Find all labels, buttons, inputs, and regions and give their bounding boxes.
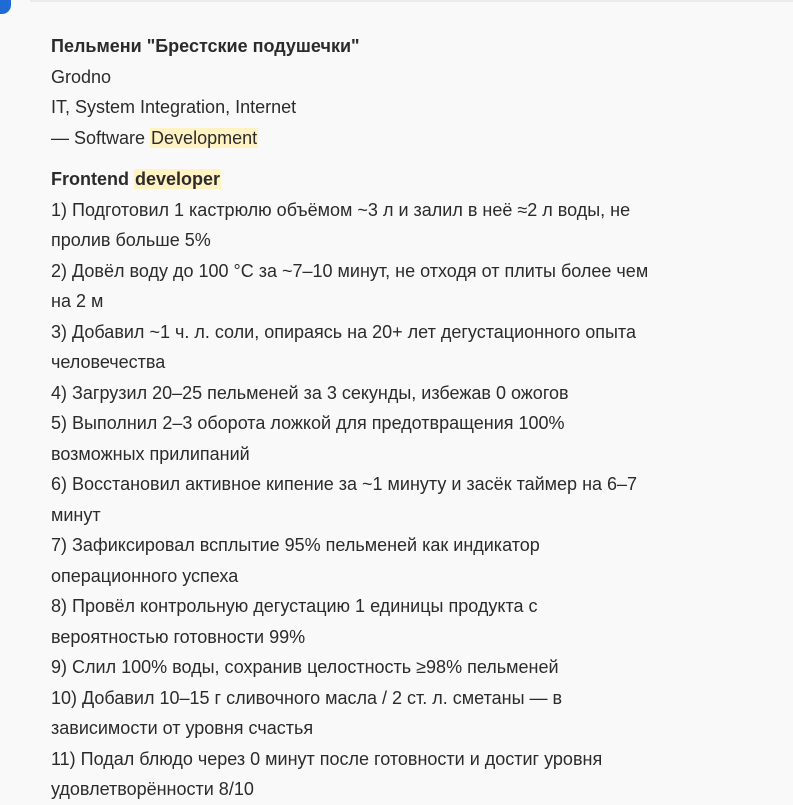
step-item bbox=[51, 378, 786, 409]
step-item bbox=[51, 683, 786, 744]
step-line: минут bbox=[51, 504, 101, 525]
step-line: 9) Слил 100% воды, сохранив целостность ≥98% пельменей bbox=[51, 657, 559, 677]
position-title bbox=[51, 164, 786, 195]
step-line: 6) Восстановил активное кипение за ~1 минуту и засёк таймер на 6–7 bbox=[51, 474, 638, 494]
step-line: 3) Добавил ~1 ч. л. соли, опираясь на 20+ лет дегустационного опыта bbox=[51, 321, 636, 342]
step-item bbox=[51, 530, 786, 591]
step-line: 7) Зафиксировал всплытие 95% пельменей как индикатор bbox=[51, 535, 540, 555]
company-city: Grodno bbox=[51, 66, 112, 87]
step-line: пролив больше 5% bbox=[51, 230, 211, 250]
position-title-prefix: Frontend bbox=[51, 169, 134, 189]
step-item bbox=[51, 195, 786, 256]
step-item bbox=[51, 408, 786, 469]
corner-tab bbox=[0, 0, 11, 14]
step-item bbox=[51, 317, 786, 378]
specialization-highlight: Development bbox=[151, 127, 258, 148]
position-title-highlight: developer bbox=[135, 169, 221, 189]
step-item bbox=[51, 652, 786, 683]
step-line: 1) Подготовил 1 кастрюлю объёмом ~3 л и залил в неё ≈2 л воды, не bbox=[51, 199, 631, 220]
step-line: 5) Выполнил 2–3 оборота ложкой для предотвращения 100% bbox=[51, 413, 565, 433]
step-line: 8) Провёл контрольную дегустацию 1 единицы продукта с bbox=[51, 596, 538, 616]
step-item bbox=[51, 591, 786, 652]
steps-list bbox=[51, 195, 786, 805]
step-line: человечества bbox=[51, 352, 166, 372]
step-line: вероятностью готовности 99% bbox=[51, 626, 306, 647]
section-gap bbox=[51, 153, 786, 164]
step-line: 4) Загрузил 20–25 пельменей за 3 секунды, избежав 0 ожогов bbox=[51, 382, 569, 403]
step-item bbox=[51, 744, 786, 805]
step-line: возможных прилипаний bbox=[51, 443, 250, 464]
step-line: зависимости от уровня счастья bbox=[51, 718, 314, 738]
step-line: удовлетворённости 8/10 bbox=[51, 779, 254, 799]
step-line: 2) Довёл воду до 100 °C за ~7–10 минут, не отходя от плиты более чем bbox=[51, 260, 649, 281]
company-specialization bbox=[51, 123, 786, 154]
step-line: операционного успеха bbox=[51, 565, 239, 586]
specialization-prefix: — Software bbox=[51, 127, 151, 148]
step-item bbox=[51, 469, 786, 530]
step-item bbox=[51, 256, 786, 317]
step-line: 11) Подал блюдо через 0 минут после готовности и достиг уровня bbox=[51, 748, 603, 769]
company-industry: IT, System Integration, Internet bbox=[51, 97, 297, 117]
company-name: Пельмени "Брестские подушечки" bbox=[51, 36, 360, 56]
step-line: на 2 м bbox=[51, 291, 104, 311]
step-line: 10) Добавил 10–15 г сливочного масла / 2 ст. л. сметаны — в bbox=[51, 687, 563, 708]
top-edge-divider bbox=[30, 0, 793, 2]
post-content bbox=[51, 31, 786, 805]
